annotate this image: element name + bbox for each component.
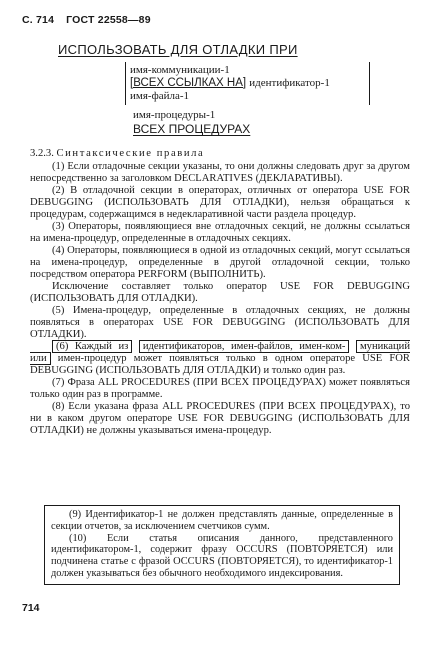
rule-4: (4) Операторы, появляющиеся в одной из отладочных секций, могут ссылаться на имена-процедур, определенные в другой отладочной секции, только посредством оператора PERFORM (ВЫПОЛНИТЬ).	[30, 245, 410, 280]
syntax-format	[125, 62, 370, 136]
rule-3: (3) Операторы, появляющиеся вне отладочных секций, не должны ссылаться на имена-процедур, определенные в отладочных секциях.	[30, 221, 410, 244]
rule-6-box-a: (6) Каждый из	[52, 340, 132, 353]
syntax-option-2-rest: идентификатор-1	[249, 77, 330, 89]
standard-id: ГОСТ 22558—89	[66, 14, 151, 26]
syntax-option-5: ВСЕХ ПРОЦЕДУРАХ	[133, 122, 251, 136]
rule-2: (2) В отладочной секции в операторах, отличных от оператора USE FOR DEBUGGING (ИСПОЛЬЗОВАТЬ ДЛЯ ОТЛАДКИ), нельзя обращаться к процедурам, содержащимся в недекларативной части раздела процедур.	[30, 185, 410, 220]
page-number: 714	[22, 602, 40, 614]
rule-7: (7) Фраза ALL PROCEDURES (ПРИ ВСЕХ ПРОЦЕДУРАХ) может появляться только один раз в программе.	[30, 377, 410, 400]
rule-5: (5) Имена-процедур, определенные в отладочных секциях, не должны появляться в операторах USE FOR DEBUGGING (ИСПОЛЬЗОВАТЬ ДЛЯ ОТЛАДКИ).	[30, 305, 410, 340]
rule-4-exception: Исключение составляет только оператор USE FOR DEBUGGING (ИСПОЛЬЗОВАТЬ ДЛЯ ОТЛАДКИ).	[30, 281, 410, 304]
rule-6-box-c: муникаций или	[30, 341, 410, 364]
syntax-option-group	[125, 62, 370, 105]
syntax-option-4: имя-процедуры-1	[133, 109, 216, 121]
boxed-rules	[44, 505, 400, 585]
rule-1: (1) Если отладочные секции указаны, то они должны следовать друг за другом непосредственно за заголовком DECLARATIVES (ДЕКЛАРАТИВЫ).	[30, 161, 410, 184]
syntax-option-2	[130, 77, 365, 90]
syntax-rules	[30, 148, 410, 437]
rules-heading-text: Синтаксические правила	[56, 148, 205, 159]
page-prefix: С. 714	[22, 14, 55, 26]
rule-6	[30, 341, 410, 377]
rule-6-box-b: идентификаторов, имен-файлов, имен-ком-	[139, 340, 350, 353]
syntax-option-2-keyword: [ВСЕХ ССЫЛКАХ НА]	[130, 77, 247, 89]
syntax-title: ИСПОЛЬЗОВАТЬ ДЛЯ ОТЛАДКИ ПРИ	[58, 42, 298, 57]
rule-10: (10) Если статья описания данного, представленного идентификатором-1, содержит фразу OCCURS (ПОВТОРЯЕТСЯ) или подчинена статье с фразой OCCURS (ПОВТОРЯЕТСЯ), то идентификатор-1 должен указываться без обычного необходимого индексирования.	[51, 532, 393, 579]
syntax-second-group	[125, 108, 370, 136]
syntax-option-1: имя-коммуникации-1	[130, 64, 230, 76]
rule-9: (9) Идентификатор-1 не должен представлять данные, определенные в секции отчетов, за исключением счетчиков сумм.	[51, 509, 393, 532]
rule-6-rest: имен-процедур может появляться только в одном операторе USE FOR DEBUGGING (ИСПОЛЬЗОВАТЬ ДЛЯ ОТЛАДКИ) и только один раз.	[30, 353, 410, 376]
syntax-option-3: имя-файла-1	[130, 90, 190, 102]
rules-heading-number: 3.2.3.	[30, 148, 54, 159]
running-header	[22, 14, 151, 26]
rules-heading	[30, 148, 410, 160]
rule-8: (8) Если указана фраза ALL PROCEDURES (ПРИ ВСЕХ ПРОЦЕДУРАХ), то ни в каком другом операторе USE FOR DEBUGGING (ИСПОЛЬЗОВАТЬ ДЛЯ ОТЛАДКИ) не должны указываться имена-процедур.	[30, 401, 410, 436]
